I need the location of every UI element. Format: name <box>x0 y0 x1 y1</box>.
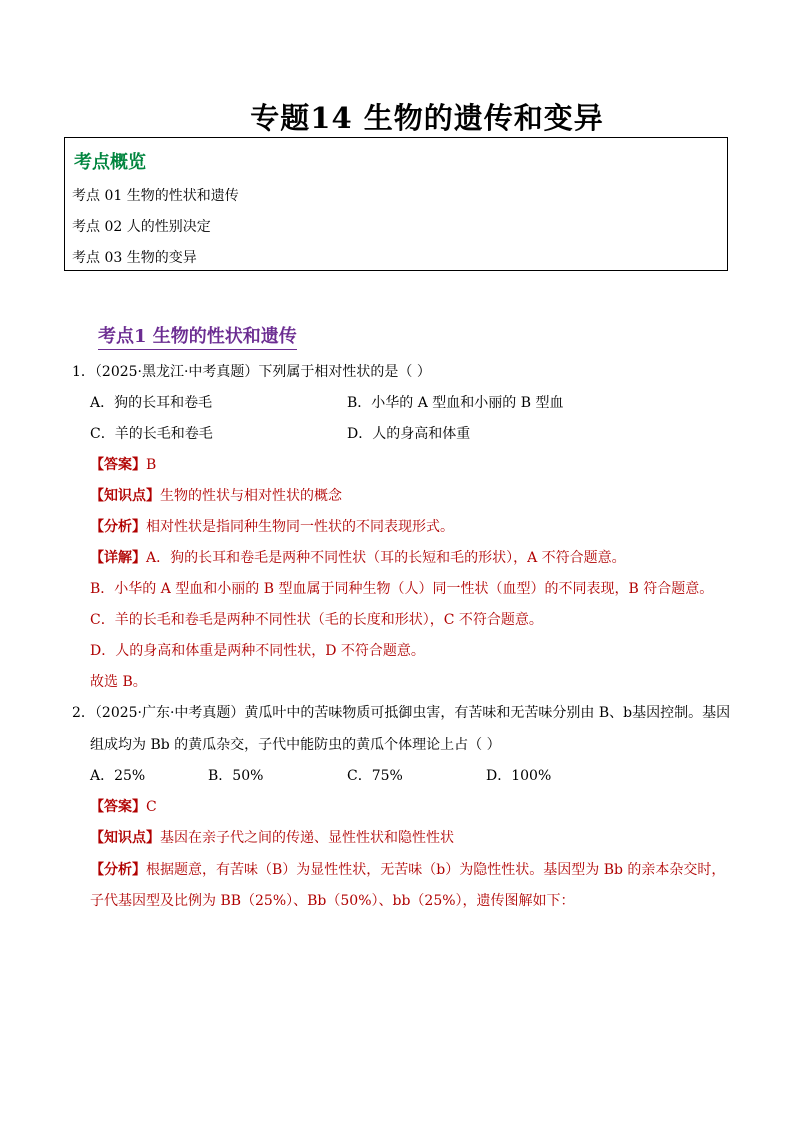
q2-option-d: D．100% <box>486 768 552 784</box>
overview-item-2: 考点 02 人的性别决定 <box>72 219 211 235</box>
q2-option-c: C．75% <box>347 768 403 784</box>
knowledge-text: 生物的性状与相对性状的概念 <box>160 488 342 504</box>
q1-option-d: D．人的身高和体重 <box>347 426 471 442</box>
answer-value: B <box>146 457 157 473</box>
q1-answer <box>90 456 156 474</box>
q2-stem-line2: 组成均为 Bb 的黄瓜杂交，子代中能防虫的黄瓜个体理论上占（ ） <box>90 737 501 753</box>
q2-knowledge-point <box>90 829 454 847</box>
page-title: 专题14 生物的遗传和变异 <box>250 101 604 135</box>
overview-item-1: 考点 01 生物的性状和遗传 <box>72 188 239 204</box>
overview-heading: 考点概览 <box>74 152 146 173</box>
answer-value: C <box>146 799 157 815</box>
q1-conclusion: 故选 B。 <box>90 674 147 690</box>
section-heading: 考点1 生物的性状和遗传 <box>98 322 297 350</box>
q2-analysis-line2: 子代基因型及比例为 BB（25%）、Bb（50%）、bb（25%），遗传图解如下： <box>90 893 575 909</box>
q2-answer <box>90 798 157 816</box>
answer-tag: 【答案】 <box>90 457 146 473</box>
overview-box <box>64 137 728 271</box>
knowledge-text: 基因在亲子代之间的传递、显性性状和隐性性状 <box>160 830 454 846</box>
q1-option-c: C．羊的长毛和卷毛 <box>90 426 213 442</box>
answer-tag: 【答案】 <box>90 799 146 815</box>
knowledge-tag: 【知识点】 <box>90 488 160 504</box>
q2-analysis <box>90 861 725 879</box>
q1-analysis <box>90 518 454 536</box>
analysis-text-1: 根据题意，有苦味（B）为显性性状，无苦味（b）为隐性性状。基因型为 Bb 的亲本杂交时， <box>146 862 726 878</box>
analysis-tag: 【分析】 <box>90 862 146 878</box>
q2-option-b: B．50% <box>208 768 264 784</box>
detail-tag: 【详解】 <box>90 550 146 566</box>
q1-knowledge-point <box>90 487 342 505</box>
q2-stem-line1: 2．（2025·广东·中考真题）黄瓜叶中的苦味物质可抵御虫害，有苦味和无苦味分别由 B、b基因控制。基因 <box>72 705 731 721</box>
q1-option-a: A．狗的长耳和卷毛 <box>90 395 213 411</box>
q2-option-a: A．25% <box>90 768 146 784</box>
detail-text-a: A．狗的长耳和卷毛是两种不同性状（耳的长短和毛的形状），A 不符合题意。 <box>146 550 626 566</box>
q1-detail-c: C．羊的长毛和卷毛是两种不同性状（毛的长度和形状），C 不符合题意。 <box>90 612 543 628</box>
q1-detail-b: B．小华的 A 型血和小丽的 B 型血属于同种生物（人）同一性状（血型）的不同表现，B 符合题意。 <box>90 581 714 597</box>
q1-detail-d: D．人的身高和体重是两种不同性状，D 不符合题意。 <box>90 643 425 659</box>
overview-item-3: 考点 03 生物的变异 <box>72 250 197 266</box>
q1-option-b: B．小华的 A 型血和小丽的 B 型血 <box>347 395 564 411</box>
knowledge-tag: 【知识点】 <box>90 830 160 846</box>
analysis-tag: 【分析】 <box>90 519 146 535</box>
q1-stem: 1．（2025·黑龙江·中考真题）下列属于相对性状的是（ ） <box>72 364 431 380</box>
q1-detail <box>90 549 626 567</box>
analysis-text: 相对性状是指同种生物同一性状的不同表现形式。 <box>146 519 454 535</box>
